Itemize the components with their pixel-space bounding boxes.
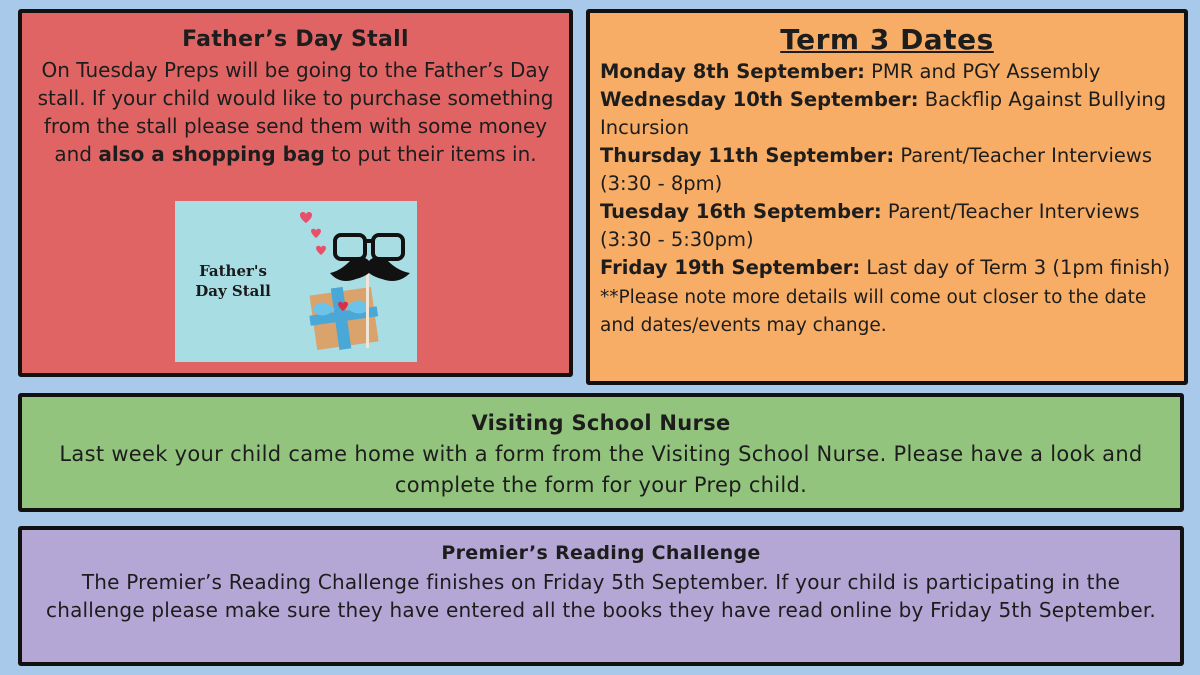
term-event-date: Thursday 11th September:	[600, 144, 895, 167]
school-nurse-title: Visiting School Nurse	[471, 411, 731, 435]
term-event	[600, 58, 1176, 86]
term-dates-panel	[586, 9, 1188, 385]
fathers-day-image	[175, 201, 417, 362]
fathers-day-body-text: On Tuesday Preps will be going to the Father’s Day stall. If your child would like to purchase something from the stall please send them with some money and	[37, 58, 554, 166]
term-dates-title: Term 3 Dates	[780, 23, 994, 56]
fathers-day-panel	[18, 9, 573, 377]
fathers-day-image-text: Father's Day Stall	[195, 262, 271, 300]
term-event-date: Friday 19th September:	[600, 256, 861, 279]
term-event	[600, 254, 1176, 282]
term-event-text: Last day of Term 3 (1pm finish)	[860, 256, 1171, 279]
term-event-date: Wednesday 10th September:	[600, 88, 919, 111]
fathers-day-body-text-end: to put their items in.	[324, 142, 537, 166]
term-event	[600, 86, 1176, 142]
fathers-day-body-bold: also a shopping bag	[98, 142, 325, 166]
term-event-date: Monday 8th September:	[600, 60, 865, 83]
term-dates-list	[600, 58, 1176, 340]
term-event	[600, 198, 1176, 254]
reading-challenge-body: The Premier’s Reading Challenge finishes on Friday 5th September. If your child is participating in the challenge please make sure they have entered all the books they have read online by Friday 5th September.	[46, 570, 1156, 622]
reading-challenge-title: Premier’s Reading Challenge	[441, 542, 761, 564]
term-event-text: Parent/Teacher Interviews (3:30 - 8pm)	[600, 144, 1153, 195]
term-event	[600, 142, 1176, 198]
school-nurse-body: Last week your child came home with a form from the Visiting School Nurse. Please have a look and complete the form for your Prep child.	[59, 442, 1143, 497]
gift-glasses-mustache-icon	[175, 201, 417, 362]
term-event-text: PMR and PGY Assembly	[864, 60, 1101, 83]
term-event-date: Tuesday 16th September:	[600, 200, 882, 223]
term-event-text: Backflip Against Bullying Incursion	[600, 88, 1167, 139]
fathers-day-body	[36, 56, 555, 168]
reading-challenge-panel	[18, 526, 1184, 666]
school-nurse-panel	[18, 393, 1184, 512]
term-dates-note: **Please note more details will come out closer to the date and dates/events may change.	[600, 287, 1147, 336]
term-event-text: Parent/Teacher Interviews (3:30 - 5:30pm)	[600, 200, 1140, 251]
fathers-day-title: Father’s Day Stall	[182, 27, 409, 52]
